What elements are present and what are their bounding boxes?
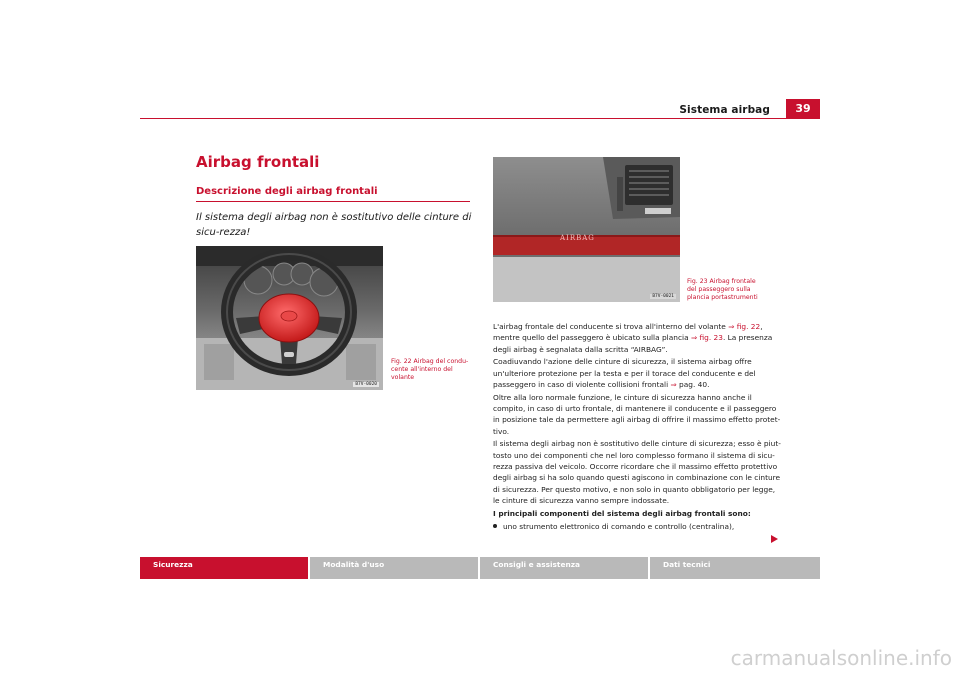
figure-passenger-airbag	[493, 157, 680, 302]
text: , mentre quello del passeggero è ubicato sulla plancia	[493, 322, 763, 343]
body-text	[493, 321, 783, 532]
paragraph	[493, 321, 783, 355]
list-item-text: uno strumento elettronico di comando e controllo (centralina),	[503, 521, 735, 531]
tab-modalita-uso[interactable]: Modalità d'uso	[310, 557, 478, 579]
page-number: 39	[786, 99, 820, 118]
header-rule	[140, 118, 820, 119]
tab-sicurezza[interactable]: Sicurezza	[140, 557, 308, 579]
chapter-title: Sistema airbag	[679, 104, 770, 116]
text: . La presenza degli airbag è segnalata dalla scritta “AIRBAG”.	[493, 333, 773, 354]
figure-code: B7V-0020	[355, 382, 377, 387]
dashboard-illustration	[493, 157, 680, 302]
figure-link[interactable]: ⇒ fig. 22	[728, 322, 761, 331]
subsection-title: Descrizione degli airbag frontali	[196, 186, 378, 197]
list-heading: I principali componenti del sistema degli airbag frontali sono:	[493, 508, 751, 518]
paragraph: Il sistema degli airbag non è sostitutivo delle cinture di sicurezza; esso è piut-tosto uno dei componenti che nel loro complesso formano il sistema di sicu-rezza passiva del veicolo. Occorre ricordare che il massimo effetto protettivo degli airbag si ha solo quando questi agiscono in combinazione con le cinture di sicurezza. Per questo motivo, e non solo in quanto obbligatorio per legge, le cinture di sicurezza vanno sempre indossate.	[493, 439, 781, 505]
figure-code: B7V-0021	[652, 294, 674, 299]
figure-steering-wheel	[196, 246, 383, 390]
figure-link[interactable]: ⇒ fig. 23	[690, 333, 723, 343]
figure-caption: Fig. 22 Airbag del condu-cente all'interno del volante	[391, 358, 469, 381]
subsection-rule	[196, 201, 470, 202]
text: L'airbag frontale del conducente si trova all'interno del volante	[493, 322, 729, 331]
figure-caption: Fig. 23 Airbag frontale del passeggero sulla plancia portastrumenti	[687, 278, 758, 301]
airbag-label: AIRBAG	[560, 234, 595, 242]
bullet-icon	[493, 524, 497, 528]
text: Coadiuvando l'azione delle cinture di sicurezza, il sistema airbag offre un'ulteriore protezione per la testa e per il torace del conducente e del passeggero in caso di violente collisioni frontali	[493, 357, 756, 389]
steering-wheel-illustration	[196, 246, 383, 390]
list-item	[493, 521, 783, 532]
intro-text: Il sistema degli airbag non è sostitutivo delle cinture di sicu-rezza!	[196, 212, 472, 238]
tab-dati-tecnici[interactable]: Dati tecnici	[650, 557, 820, 579]
text: pag. 40.	[676, 379, 710, 389]
page-link-arrow[interactable]: ⇒	[670, 379, 677, 389]
tab-consigli-assistenza[interactable]: Consigli e assistenza	[480, 557, 648, 579]
section-title: Airbag frontali	[196, 153, 320, 171]
paragraph: Oltre alla loro normale funzione, le cinture di sicurezza hanno anche il compito, in caso di urto frontale, di mantenere il conducente e il passeggero in posizione tale da permettere agli airbag di offrire il massimo effetto protet-tivo.	[493, 392, 781, 436]
next-page-arrow-icon[interactable]	[771, 535, 778, 543]
watermark: carmanualsonline.info	[730, 646, 952, 670]
paragraph	[493, 356, 783, 390]
